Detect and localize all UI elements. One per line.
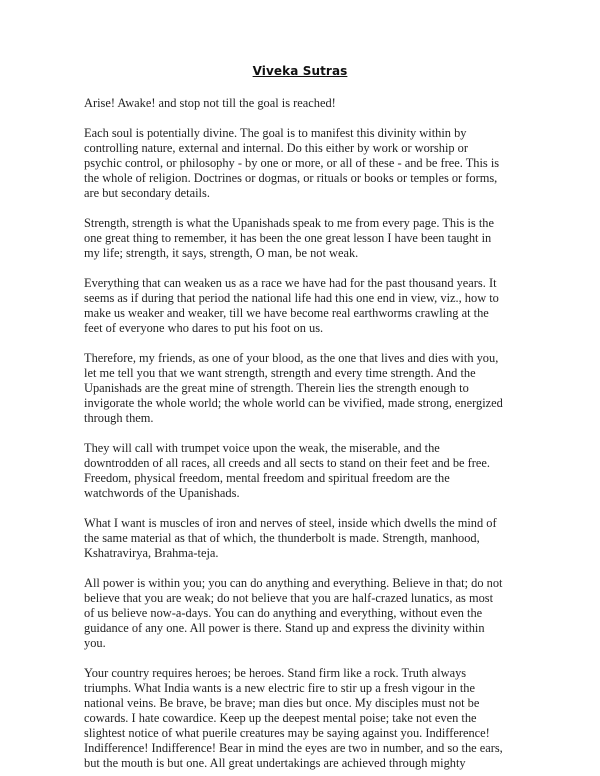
paragraph-line: feet of everyone who dares to put his foot on us. [84,321,324,335]
paragraph [84,216,524,261]
paragraph-line: my life; strength, it says, strength, O man, be not weak. [84,246,359,260]
paragraph-line: seems as if during that period the national life had this one end in view, viz., how to [84,291,499,305]
paragraph-line: psychic control, or philosophy - by one or more, or all of these - and be free. This is [84,156,500,170]
paragraph-line: cowards. I hate cowardice. Keep up the deepest mental poise; take not even the [84,711,477,725]
paragraph-line: guidance of any one. All power is there. Stand up and express the divinity within [84,621,485,635]
paragraph-line: let me tell you that we want strength, strength and every time strength. And the [84,366,476,380]
paragraph-line: believe that you are weak; do not believe that you are half-crazed lunatics, as most [84,591,494,605]
paragraph [84,576,524,651]
paragraph-line: invigorate the whole world; the whole world can be vivified, made strong, energized [84,396,503,410]
document-body [84,96,524,776]
paragraph-line: controlling nature, external and internal. Do this either by work or worship or [84,141,469,155]
paragraph-line: Arise! Awake! and stop not till the goal is reached! [84,96,336,110]
paragraph [84,126,524,201]
paragraph-line: of us believe now-a-days. You can do anything and everything, without even the [84,606,483,620]
paragraph [84,96,524,111]
paragraph-line: are but secondary details. [84,186,210,200]
paragraph-line: Strength, strength is what the Upanishads speak to me from every page. This is the [84,216,494,230]
document-title: Viveka Sutras [252,64,348,78]
paragraph-line: Kshatravirya, Brahma-teja. [84,546,219,560]
paragraph-line: Each soul is potentially divine. The goal is to manifest this divinity within by [84,126,467,140]
paragraph-line: through them. [84,411,154,425]
paragraph-line: Therefore, my friends, as one of your blood, as the one that lives and dies with you, [84,351,499,365]
paragraph [84,441,524,501]
paragraph-line: downtrodden of all races, all creeds and all sects to stand on their feet and be free. [84,456,490,470]
paragraph-line: national veins. Be brave, be brave; man dies but once. My disciples must not be [84,696,480,710]
paragraph-line: Indifference! Indifference! Bear in mind the eyes are two in number, and so the ears, [84,741,503,755]
paragraph [84,351,524,426]
paragraph-line: Your country requires heroes; be heroes. Stand firm like a rock. Truth always [84,666,467,680]
paragraph-line: slightest notice of what puerile creatures may be saying against you. Indifference! [84,726,490,740]
paragraph-line: the same material as that of which, the thunderbolt is made. Strength, manhood, [84,531,480,545]
paragraph-line: Upanishads are the great mine of strength. Therein lies the strength enough to [84,381,469,395]
paragraph-line: you. [84,636,106,650]
paragraph-line: They will call with trumpet voice upon the weak, the miserable, and the [84,441,440,455]
paragraph-line: but the mouth is but one. All great undertakings are achieved through mighty [84,756,466,770]
paragraph-line: one great thing to remember, it has been the one great lesson I have been taught in [84,231,492,245]
paragraph [84,516,524,561]
paragraph-line: make us weaker and weaker, till we have become real earthworms crawling at the [84,306,489,320]
paragraph [84,276,524,336]
paragraph-line: watchwords of the Upanishads. [84,486,240,500]
paragraph-line: Everything that can weaken us as a race we have had for the past thousand years. It [84,276,497,290]
paragraph-line: All power is within you; you can do anything and everything. Believe in that; do not [84,576,503,590]
paragraph [84,666,524,771]
paragraph-line: the whole of religion. Doctrines or dogmas, or rituals or books or temples or forms, [84,171,498,185]
paragraph-line: What I want is muscles of iron and nerves of steel, inside which dwells the mind of [84,516,497,530]
paragraph-line: triumphs. What India wants is a new electric fire to stir up a fresh vigour in the [84,681,476,695]
paragraph-line: Freedom, physical freedom, mental freedom and spiritual freedom are the [84,471,450,485]
